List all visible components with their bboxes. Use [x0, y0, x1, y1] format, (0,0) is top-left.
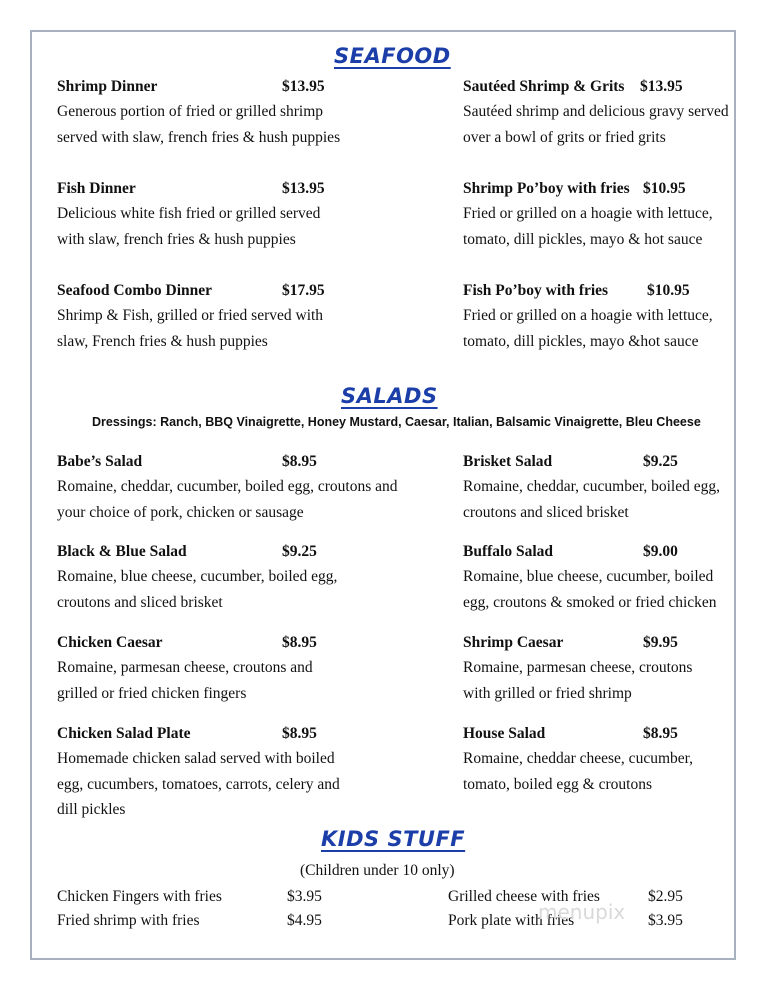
- menu-item-price: $8.95: [282, 453, 317, 470]
- menu-item-price: $9.95: [643, 634, 678, 651]
- kids-item-price: $3.95: [648, 912, 683, 929]
- menu-item-name: Seafood Combo Dinner: [57, 282, 213, 299]
- menu-item-price: $13.95: [282, 180, 325, 197]
- menu-item-description: Fried or grilled on a hoagie with lettuce, tomato, dill pickles, mayo & hot sauce: [463, 205, 713, 248]
- menu-item-name: Buffalo Salad: [463, 543, 554, 560]
- menu-item-name: Chicken Caesar: [57, 634, 163, 651]
- menu-item-price: $8.95: [282, 725, 317, 742]
- menu-item-description: Shrimp & Fish, grilled or fried served with slaw, French fries & hush puppies: [57, 307, 324, 350]
- menu-item-name: Fish Po’boy with fries: [463, 282, 609, 299]
- menu-item-price: $9.00: [643, 543, 678, 560]
- menu-item-name: Black & Blue Salad: [57, 543, 187, 560]
- menu-item-price: $9.25: [282, 543, 317, 560]
- menu-item-name: Babe’s Salad: [57, 453, 143, 470]
- menu-item-name: House Salad: [463, 725, 546, 742]
- menu-item-description: Homemade chicken salad served with boiled egg, cucumbers, tomatoes, carrots, celery and dill pickles: [57, 750, 340, 818]
- menu-item-price: $17.95: [282, 282, 325, 299]
- kids-item-price: $4.95: [287, 912, 322, 929]
- menu-item-name: Fish Dinner: [57, 180, 136, 197]
- seafood-heading: SEAFOOD: [334, 44, 451, 68]
- menu-item-price: $10.95: [647, 282, 690, 299]
- kids-item-name: Fried shrimp with fries: [57, 912, 200, 929]
- kids-item-price: $3.95: [287, 888, 322, 905]
- menu-item-name: Shrimp Dinner: [57, 78, 158, 95]
- menu-item-description: Fried or grilled on a hoagie with lettuce, tomato, dill pickles, mayo &hot sauce: [463, 307, 713, 350]
- salads-heading: SALADS: [341, 384, 438, 408]
- menu-item-description: Romaine, parmesan cheese, croutons with grilled or fried shrimp: [463, 659, 693, 702]
- menu-item-description: Romaine, parmesan cheese, croutons and grilled or fried chicken fingers: [57, 659, 313, 702]
- menu-item-price: $9.25: [643, 453, 678, 470]
- menu-item-description: Romaine, cheddar cheese, cucumber, tomato, boiled egg & croutons: [463, 750, 694, 793]
- kids-heading: KIDS STUFF: [321, 827, 466, 851]
- kids-item-name: Grilled cheese with fries: [448, 888, 600, 905]
- menu-item-description: Generous portion of fried or grilled shrimp served with slaw, french fries & hush puppies: [57, 103, 341, 146]
- menu-item-description: Delicious white fish fried or grilled served with slaw, french fries & hush puppies: [57, 205, 321, 248]
- menu-item-price: $13.95: [640, 78, 683, 95]
- dressings-note: Dressings: Ranch, BBQ Vinaigrette, Honey Mustard, Caesar, Italian, Balsamic Vinaigrette, Bleu Cheese: [92, 415, 701, 429]
- kids-item-name: Chicken Fingers with fries: [57, 888, 222, 905]
- menu-item-description: Romaine, cheddar, cucumber, boiled egg, croutons and your choice of pork, chicken or sausage: [57, 478, 398, 521]
- menu-item-name: Shrimp Po’boy with fries: [463, 180, 630, 197]
- kids-item-name: Pork plate with fries: [448, 912, 575, 929]
- menu-item-description: Romaine, blue cheese, cucumber, boiled egg, croutons and sliced brisket: [57, 568, 338, 611]
- menu-item-name: Chicken Salad Plate: [57, 725, 191, 742]
- kids-age-note: (Children under 10 only): [300, 862, 455, 879]
- watermark: menupix: [538, 900, 626, 924]
- menu-item-name: Sautéed Shrimp & Grits: [463, 78, 625, 95]
- menu-item-description: Sautéed shrimp and delicious gravy served over a bowl of grits or fried grits: [463, 103, 729, 146]
- menu-item-price: $8.95: [282, 634, 317, 651]
- menu-item-description: Romaine, blue cheese, cucumber, boiled egg, croutons & smoked or fried chicken: [463, 568, 717, 611]
- menu-item-description: Romaine, cheddar, cucumber, boiled egg, croutons and sliced brisket: [463, 478, 720, 521]
- menu-item-price: $10.95: [643, 180, 686, 197]
- menu-item-price: $8.95: [643, 725, 678, 742]
- menu-item-price: $13.95: [282, 78, 325, 95]
- menu-item-name: Brisket Salad: [463, 453, 553, 470]
- menu-item-name: Shrimp Caesar: [463, 634, 564, 651]
- kids-item-price: $2.95: [648, 888, 683, 905]
